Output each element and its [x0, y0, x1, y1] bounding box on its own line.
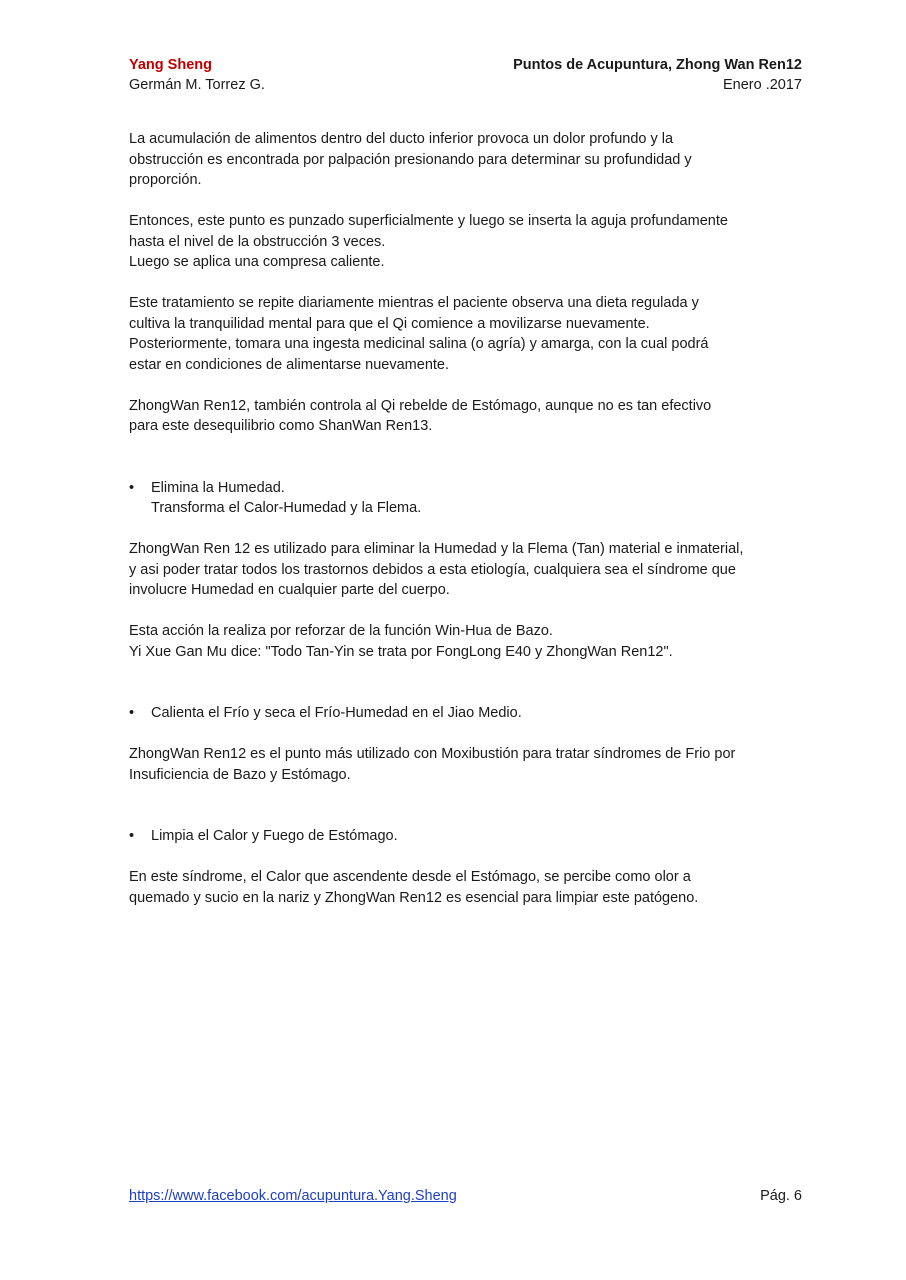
text-line: y asi poder tratar todos los trastornos debidos a esta etiología, cualquiera sea el síndrome que — [129, 561, 736, 578]
paragraph-7 — [129, 744, 789, 785]
text-line: cultiva la tranquilidad mental para que el Qi comience a movilizarse nuevamente. — [129, 315, 650, 332]
paragraph-1 — [129, 129, 789, 191]
text-line: quemado y sucio en la nariz y ZhongWan Ren12 es esencial para limpiar este patógeno. — [129, 889, 699, 906]
text-line: obstrucción es encontrada por palpación presionando para determinar su profundidad y — [129, 151, 692, 168]
bullet-icon: • — [129, 828, 135, 844]
bullet-item-2 — [129, 703, 789, 724]
brand-name: Yang Sheng — [129, 57, 212, 73]
text-line: Luego se aplica una compresa caliente. — [129, 254, 385, 270]
page-header — [129, 55, 802, 95]
page-footer — [129, 1186, 802, 1206]
paragraph-2 — [129, 211, 789, 273]
text-line: Yi Xue Gan Mu dice: "Todo Tan-Yin se trata por FongLong E40 y ZhongWan Ren12". — [129, 643, 673, 660]
text-line: En este síndrome, el Calor que ascendente desde el Estómago, se percibe como olor a — [129, 869, 691, 885]
document-title: Puntos de Acupuntura, Zhong Wan Ren12 — [513, 57, 802, 73]
text-line: Insuficiencia de Bazo y Estómago. — [129, 766, 351, 783]
text-line: ZhongWan Ren12 es el punto más utilizado con Moxibustión para tratar síndromes de Frio por — [129, 746, 736, 762]
paragraph-8 — [129, 867, 789, 908]
paragraph-6 — [129, 621, 789, 662]
text-line: Posteriormente, tomara una ingesta medicinal salina (o agría) y amarga, con la cual podrá — [129, 336, 709, 352]
text-line: Esta acción la realiza por reforzar de la función Win-Hua de Bazo. — [129, 623, 553, 639]
spacer — [129, 683, 789, 704]
text-line: para este desequilibrio como ShanWan Ren13. — [129, 418, 433, 434]
text-line: Entonces, este punto es punzado superficialmente y luego se inserta la aguja profundamente — [129, 213, 728, 229]
paragraph-3 — [129, 293, 789, 375]
header-row-2 — [129, 75, 802, 95]
bullet-text: Elimina la Humedad. — [151, 479, 285, 496]
document-body — [129, 129, 789, 929]
bullet-text: Limpia el Calor y Fuego de Estómago. — [151, 828, 398, 844]
spacer — [129, 457, 789, 478]
page-number: Pág. 6 — [760, 1188, 802, 1204]
bullet-icon: • — [129, 705, 135, 721]
bullet-icon: • — [129, 479, 135, 496]
text-line: hasta el nivel de la obstrucción 3 veces. — [129, 233, 386, 250]
bullet-text: Transforma el Calor-Humedad y la Flema. — [151, 500, 422, 516]
author-name: Germán M. Torrez G. — [129, 77, 265, 93]
header-row-1 — [129, 55, 802, 75]
text-line: involucre Humedad en cualquier parte del cuerpo. — [129, 582, 450, 598]
document-date: Enero .2017 — [722, 77, 802, 93]
text-line: Este tratamiento se repite diariamente mientras el paciente observa una dieta regulada y — [129, 295, 699, 311]
text-line: estar en condiciones de alimentarse nuevamente. — [129, 356, 449, 373]
text-line: ZhongWan Ren 12 es utilizado para eliminar la Humedad y la Flema (Tan) material e inmaterial, — [129, 541, 744, 557]
paragraph-4 — [129, 396, 789, 437]
spacer — [129, 806, 789, 827]
facebook-link[interactable]: https://www.facebook.com/acupuntura.Yang.Sheng — [129, 1188, 457, 1204]
paragraph-5 — [129, 539, 789, 601]
bullet-item-1 — [129, 478, 789, 519]
text-line: La acumulación de alimentos dentro del ducto inferior provoca un dolor profundo y la — [129, 131, 674, 147]
text-line: proporción. — [129, 172, 202, 188]
bullet-item-3 — [129, 826, 789, 847]
text-line: ZhongWan Ren12, también controla al Qi rebelde de Estómago, aunque no es tan efectivo — [129, 397, 712, 414]
bullet-text: Calienta el Frío y seca el Frío-Humedad en el Jiao Medio. — [151, 705, 522, 721]
